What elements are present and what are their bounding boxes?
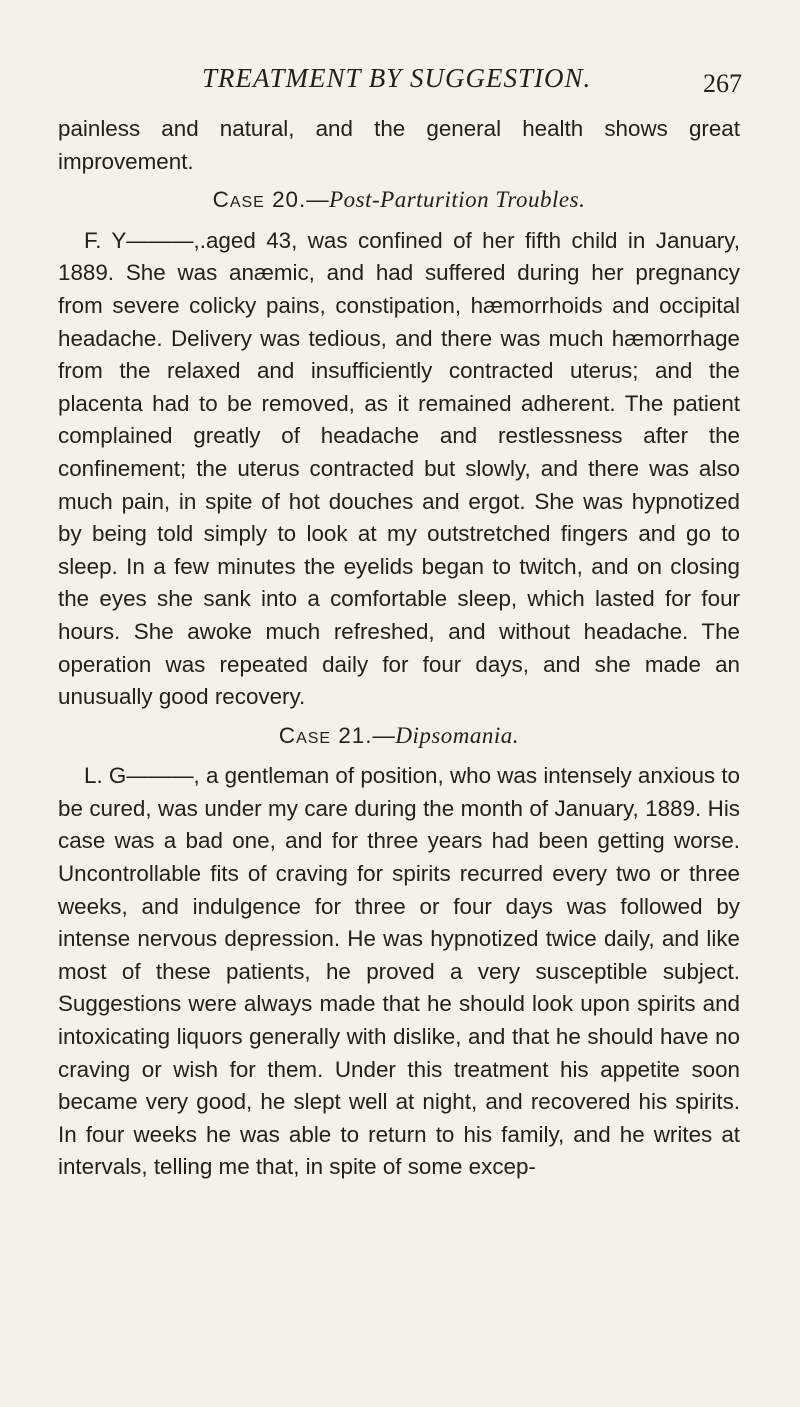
body-text	[58, 113, 740, 1184]
case-20-heading	[58, 184, 740, 217]
page-number: 267	[703, 69, 742, 98]
case-20-label: Case 20.	[212, 187, 307, 213]
case-20-dash: —	[306, 187, 330, 213]
running-head	[0, 58, 800, 98]
case-21-paragraph: L. G———, a gentleman of position, who was intensely anxious to be cured, was under my care during the month of January, 1889. His case was a bad one, and for three years had been getting worse. Uncontrollable fits of craving for spirits recurred every two or three weeks, and indulgence for three or four days was followed by intense nervous depression. He was hypnotized twice daily, and like most of these patients, he proved a very susceptible subject. Suggestions were always made that he should look upon spirits and intoxicating liquors generally with dislike, and that he should have no craving or wish for them. Under this treatment his appetite soon became very good, he slept well at night, and recovered his spirits. In four weeks he was able to return to his family, and he writes at intervals, telling me that, in spite of some excep-	[58, 763, 740, 1180]
running-title: TREATMENT BY SUGGESTION.	[202, 63, 592, 93]
case-21-dash: —	[372, 722, 396, 748]
case-21-label: Case 21.	[278, 722, 373, 748]
case-21-heading	[58, 720, 740, 753]
case-21-title: Dipsomania.	[395, 722, 520, 748]
case-20-paragraph: F. Y———,.aged 43, was confined of her fifth child in January, 1889. She was anæmic, and had suffered during her pregnancy from severe colicky pains, constipation, hæmorrhoids and occipital headache. Delivery was tedious, and there was much hæmorrhage from the relaxed and insufficiently contracted uterus; and the placenta had to be removed, as it remained adherent. The patient complained greatly of headache and restlessness after the confinement; the uterus contracted but slowly, and there was also much pain, in spite of hot douches and ergot. She was hypnotized by being told simply to look at my outstretched fingers and go to sleep. In a few minutes the eyelids began to twitch, and on closing the eyes she sank into a comfortable sleep, which lasted for four hours. She awoke much refreshed, and without headache. The operation was repeated daily for four days, and she made an unusually good recovery.	[58, 227, 740, 710]
paragraph-continued: painless and natural, and the general health shows great improvement.	[58, 116, 740, 174]
case-20-title: Post-Parturition Troubles.	[329, 187, 586, 213]
